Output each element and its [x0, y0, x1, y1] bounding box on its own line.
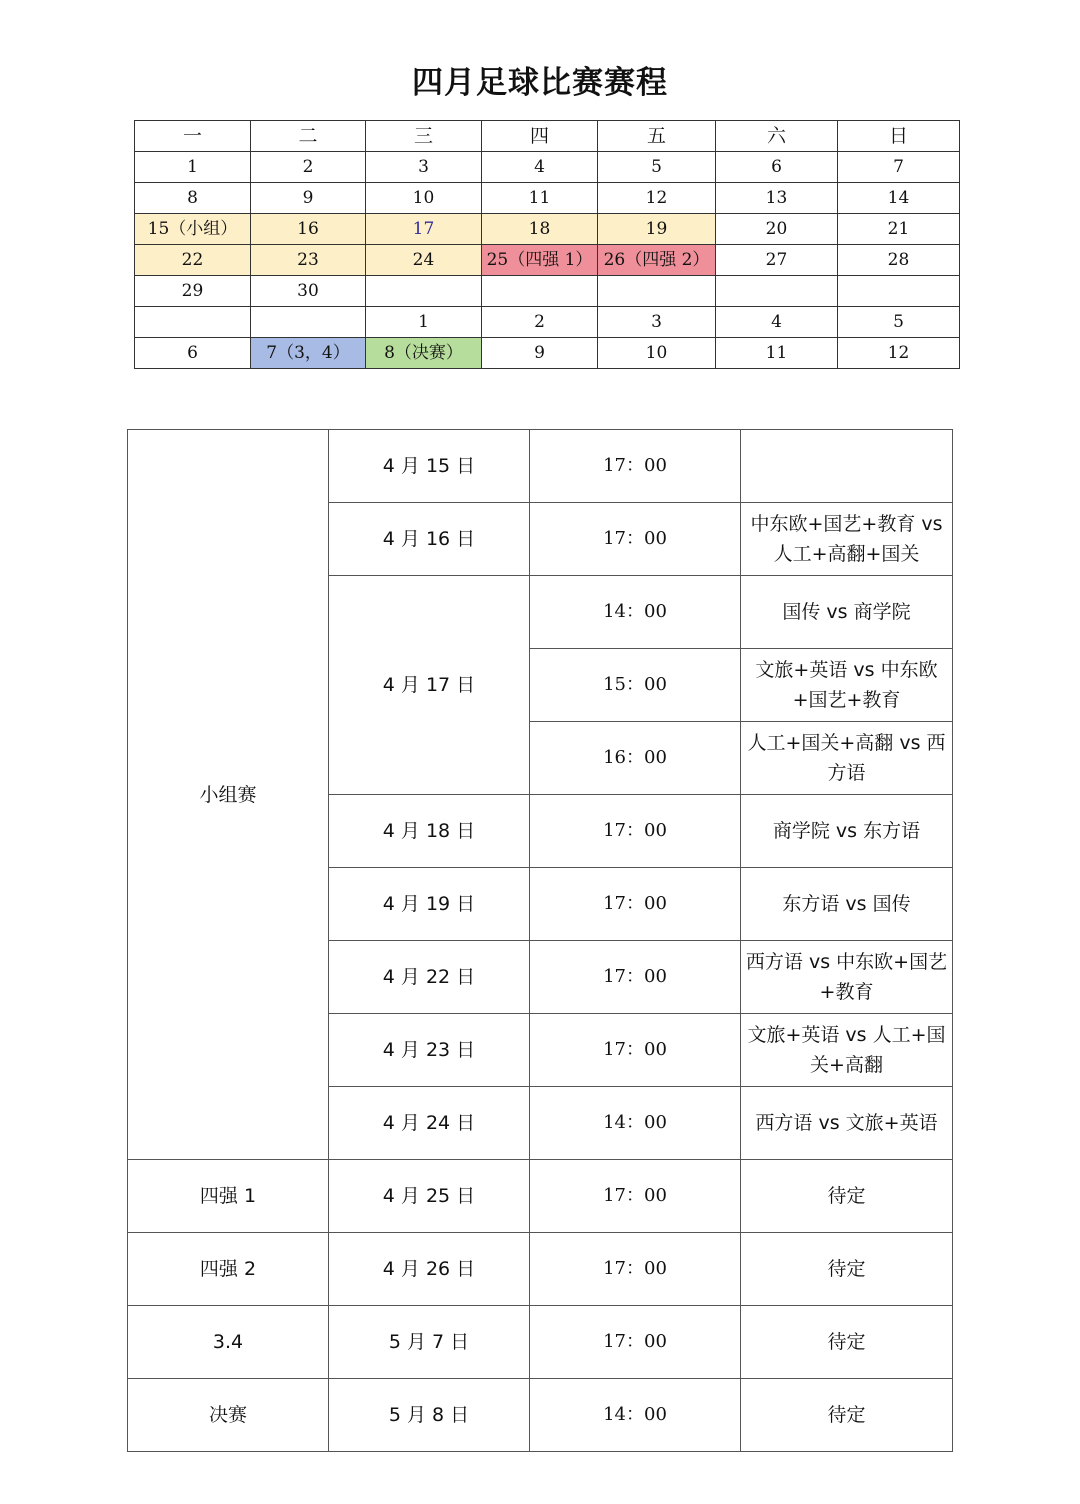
- schedule-row-knockout: [128, 1160, 953, 1233]
- calendar-week-row: [135, 338, 960, 369]
- match-cell: 东方语 vs 国传: [741, 868, 953, 941]
- calendar-day: [716, 276, 838, 307]
- date-cell: 4 月 15 日: [329, 430, 530, 503]
- calendar-day: [598, 276, 716, 307]
- match-cell: 中东欧+国艺+教育 vs 人工+高翻+国关: [741, 503, 953, 576]
- calendar-day: 6: [135, 338, 251, 369]
- weekday-fri: 五: [598, 121, 716, 152]
- calendar-day: 6: [716, 152, 838, 183]
- calendar-day: 5: [598, 152, 716, 183]
- calendar-week-row: [135, 214, 960, 245]
- calendar-day-group-stage: 24: [366, 245, 482, 276]
- weekday-sun: 日: [838, 121, 960, 152]
- calendar-day: 8: [135, 183, 251, 214]
- schedule-row-knockout: [128, 1379, 953, 1452]
- match-cell: 国传 vs 商学院: [741, 576, 953, 649]
- match-cell: 人工+国关+高翻 vs 西方语: [741, 722, 953, 795]
- time-cell: 15：00: [530, 649, 741, 722]
- calendar-day-group-stage: 19: [598, 214, 716, 245]
- match-cell: [741, 430, 953, 503]
- calendar-header-row: [135, 121, 960, 152]
- calendar-day-group-stage: 17: [366, 214, 482, 245]
- weekday-tue: 二: [251, 121, 366, 152]
- calendar-day-group-stage: 16: [251, 214, 366, 245]
- calendar-day-group-stage: 15（小组）: [135, 214, 251, 245]
- stage-cell: 3.4: [128, 1306, 329, 1379]
- match-cell: 文旅+英语 vs 中东欧+国艺+教育: [741, 649, 953, 722]
- stage-cell: 四强 2: [128, 1233, 329, 1306]
- match-cell: 待定: [741, 1233, 953, 1306]
- calendar-day: 29: [135, 276, 251, 307]
- match-cell: 待定: [741, 1379, 953, 1452]
- date-cell: 4 月 25 日: [329, 1160, 530, 1233]
- calendar-day: 12: [838, 338, 960, 369]
- calendar-day-third-place: 7（3，4）: [251, 338, 366, 369]
- time-cell: 14：00: [530, 576, 741, 649]
- calendar-day-group-stage: 18: [482, 214, 598, 245]
- calendar-day: 3: [366, 152, 482, 183]
- stage-cell: 四强 1: [128, 1160, 329, 1233]
- calendar-day: 9: [251, 183, 366, 214]
- calendar-day: 9: [482, 338, 598, 369]
- calendar-day: 11: [716, 338, 838, 369]
- date-cell: 4 月 23 日: [329, 1014, 530, 1087]
- calendar-day: 3: [598, 307, 716, 338]
- stage-cell: 决赛: [128, 1379, 329, 1452]
- match-cell: 待定: [741, 1160, 953, 1233]
- calendar-day-group-stage: 22: [135, 245, 251, 276]
- weekday-mon: 一: [135, 121, 251, 152]
- time-cell: 14：00: [530, 1087, 741, 1160]
- time-cell: 17：00: [530, 1233, 741, 1306]
- time-cell: 17：00: [530, 1306, 741, 1379]
- calendar-day: 7: [838, 152, 960, 183]
- calendar-day-semifinal-1: 25（四强 1）: [482, 245, 598, 276]
- calendar-day: 2: [251, 152, 366, 183]
- date-cell: 4 月 17 日: [329, 576, 530, 795]
- date-cell: 4 月 26 日: [329, 1233, 530, 1306]
- stage-cell-group: 小组赛: [128, 430, 329, 1160]
- calendar-week-row: [135, 183, 960, 214]
- time-cell: 16：00: [530, 722, 741, 795]
- time-cell: 17：00: [530, 795, 741, 868]
- calendar-day: 30: [251, 276, 366, 307]
- calendar-day: 21: [838, 214, 960, 245]
- date-cell: 5 月 8 日: [329, 1379, 530, 1452]
- calendar-day: 20: [716, 214, 838, 245]
- calendar-day: [482, 276, 598, 307]
- schedule-row: [128, 430, 953, 503]
- calendar-week-row: [135, 152, 960, 183]
- match-cell: 西方语 vs 文旅+英语: [741, 1087, 953, 1160]
- calendar-day: 12: [598, 183, 716, 214]
- calendar-day: 11: [482, 183, 598, 214]
- match-cell: 西方语 vs 中东欧+国艺+教育: [741, 941, 953, 1014]
- calendar-day: 13: [716, 183, 838, 214]
- calendar-day: 2: [482, 307, 598, 338]
- match-cell: 文旅+英语 vs 人工+国关+高翻: [741, 1014, 953, 1087]
- schedule-row-knockout: [128, 1306, 953, 1379]
- calendar-day: 27: [716, 245, 838, 276]
- date-cell: 4 月 18 日: [329, 795, 530, 868]
- time-cell: 17：00: [530, 941, 741, 1014]
- calendar-day: [366, 276, 482, 307]
- weekday-wed: 三: [366, 121, 482, 152]
- calendar-week-row: [135, 276, 960, 307]
- calendar-week-row: [135, 307, 960, 338]
- time-cell: 14：00: [530, 1379, 741, 1452]
- calendar-day: [135, 307, 251, 338]
- time-cell: 17：00: [530, 868, 741, 941]
- calendar-day-final: 8（决赛）: [366, 338, 482, 369]
- calendar-day: 10: [598, 338, 716, 369]
- calendar-day: 1: [366, 307, 482, 338]
- calendar-table: [134, 120, 960, 369]
- time-cell: 17：00: [530, 1160, 741, 1233]
- date-cell: 4 月 22 日: [329, 941, 530, 1014]
- calendar-day-group-stage: 23: [251, 245, 366, 276]
- calendar-day: 10: [366, 183, 482, 214]
- date-cell: 4 月 16 日: [329, 503, 530, 576]
- match-cell: 待定: [741, 1306, 953, 1379]
- date-cell: 4 月 24 日: [329, 1087, 530, 1160]
- weekday-sat: 六: [716, 121, 838, 152]
- calendar-day: 5: [838, 307, 960, 338]
- calendar-day: 4: [482, 152, 598, 183]
- calendar-day: [838, 276, 960, 307]
- calendar-day: 28: [838, 245, 960, 276]
- time-cell: 17：00: [530, 430, 741, 503]
- page-title: 四月足球比赛赛程: [412, 65, 668, 101]
- time-cell: 17：00: [530, 503, 741, 576]
- calendar-day: 14: [838, 183, 960, 214]
- calendar-week-row: [135, 245, 960, 276]
- weekday-thu: 四: [482, 121, 598, 152]
- calendar-day-semifinal-2: 26（四强 2）: [598, 245, 716, 276]
- calendar-day: 1: [135, 152, 251, 183]
- date-cell: 4 月 19 日: [329, 868, 530, 941]
- time-cell: 17：00: [530, 1014, 741, 1087]
- calendar-day: [251, 307, 366, 338]
- schedule-row-knockout: [128, 1233, 953, 1306]
- calendar-day: 4: [716, 307, 838, 338]
- schedule-table: [127, 429, 953, 1452]
- match-cell: 商学院 vs 东方语: [741, 795, 953, 868]
- date-cell: 5 月 7 日: [329, 1306, 530, 1379]
